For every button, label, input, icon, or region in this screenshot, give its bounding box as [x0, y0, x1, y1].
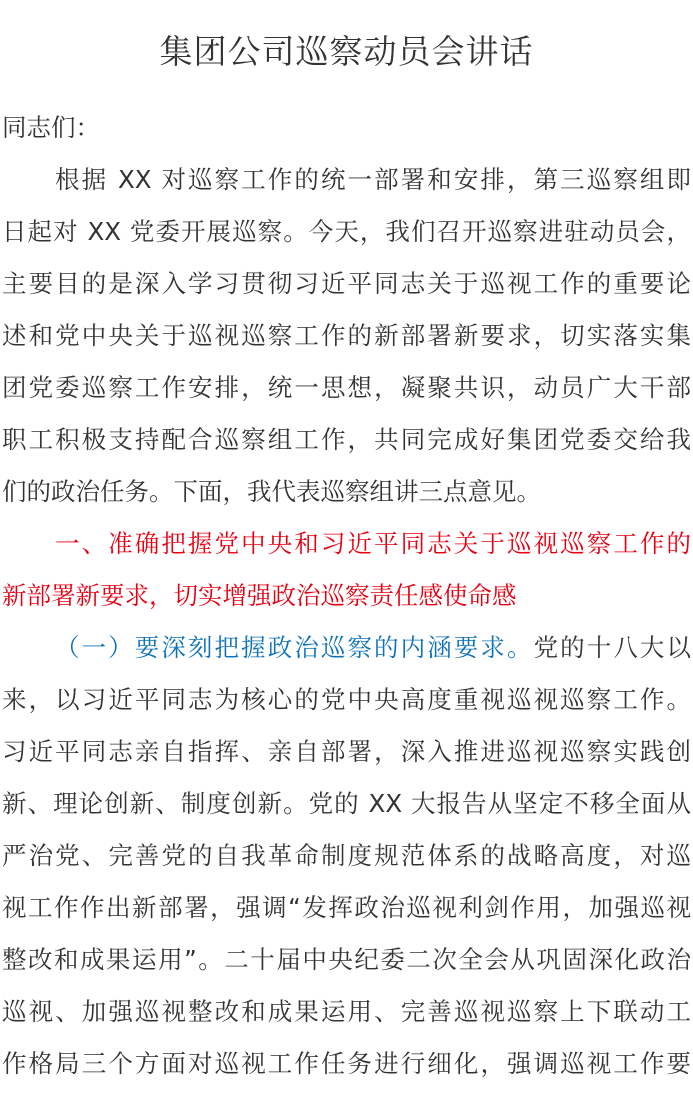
paragraph-line: 主要目的是深入学习贯彻习近平同志关于巡视工作的重要论 — [2, 269, 691, 298]
paragraph-line: 们的政治任务。下面，我代表巡察组讲三点意见。 — [2, 477, 541, 506]
paragraph-line: 来，以习近平同志为核心的党中央高度重视巡视巡察工作。 — [2, 685, 691, 714]
paragraph-line: 习近平同志亲自指挥、亲自部署，深入推进巡视巡察实践创 — [2, 737, 691, 766]
section-heading-line: 新部署新要求，切实增强政治巡察责任感使命感 — [2, 581, 517, 610]
paragraph-line: 根据 XX 对巡察工作的统一部署和安排，第三巡察组即 — [55, 165, 691, 194]
subsection-heading: （一）要深刻把握政治巡察的内涵要求。 — [55, 633, 534, 662]
paragraph-line: 新、理论创新、制度创新。党的 XX 大报告从坚定不移全面从 — [2, 789, 691, 818]
page-title: 集团公司巡察动员会讲话 — [159, 32, 534, 71]
paragraph-line: 作格局三个方面对巡视工作任务进行细化，强调巡视工作要 — [2, 1049, 691, 1078]
subsection-line — [55, 622, 691, 674]
salutation: 同志们： — [2, 113, 100, 142]
paragraph-line: 整改和成果运用”。二十届中央纪委二次全会从巩固深化政治 — [2, 945, 691, 974]
paragraph-line: 视工作作出新部署，强调“发挥政治巡视利剑作用，加强巡视 — [2, 893, 691, 922]
subsection-text: 党的十八大以 — [533, 633, 692, 662]
paragraph-line: 团党委巡察工作安排，统一思想，凝聚共识，动员广大干部 — [2, 373, 691, 402]
paragraph-line: 严治党、完善党的自我革命制度规范体系的战略高度，对巡 — [2, 841, 691, 870]
paragraph-line: 日起对 XX 党委开展巡察。今天，我们召开巡察进驻动员会， — [2, 217, 691, 246]
paragraph-line: 巡视、加强巡视整改和成果运用、完善巡视巡察上下联动工 — [2, 997, 691, 1026]
section-heading-line: 一、准确把握党中央和习近平同志关于巡视巡察工作的 — [55, 529, 691, 558]
paragraph-line: 述和党中央关于巡视巡察工作的新部署新要求，切实落实集 — [2, 321, 691, 350]
paragraph-line: 职工积极支持配合巡察组工作，共同完成好集团党委交给我 — [2, 425, 691, 454]
